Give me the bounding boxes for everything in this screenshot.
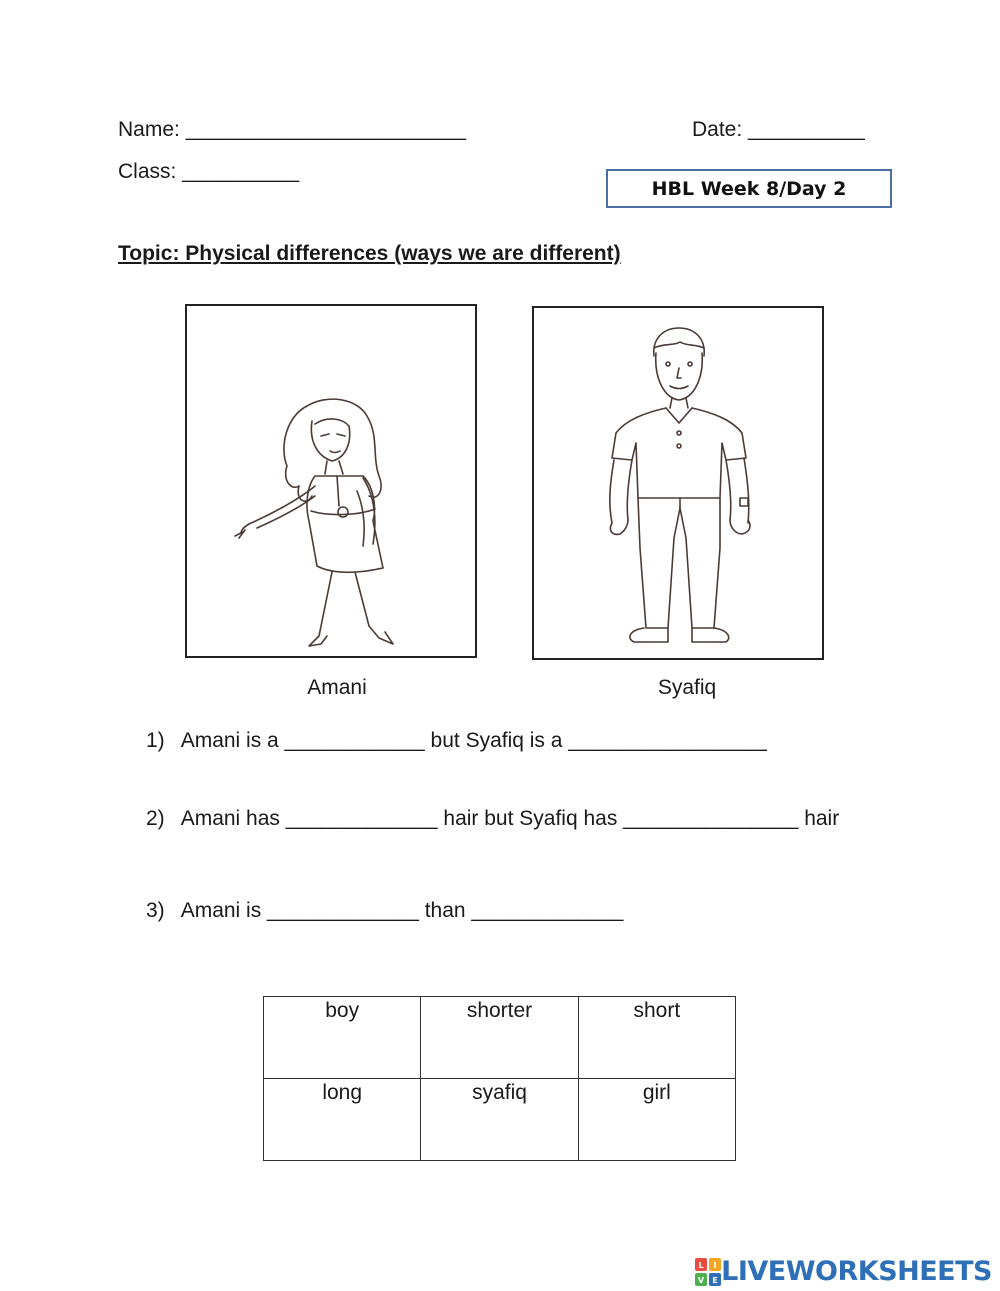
logo-letter: I [713, 1260, 717, 1270]
date-field [692, 118, 865, 142]
question-text[interactable]: Amani has _____________ hair but Syafiq has _______________ hair [180, 807, 840, 830]
question-2[interactable] [146, 807, 839, 831]
liveworksheets-blocks-icon [695, 1258, 721, 1286]
question-1[interactable] [146, 729, 767, 753]
topic-heading: Topic: Physical differences (ways we are different) [118, 242, 621, 265]
name-label: Name: [118, 118, 180, 141]
logo-text: LIVEWORKSHEETS [721, 1256, 992, 1287]
word-cell[interactable]: boy [264, 997, 421, 1079]
word-bank-table [263, 996, 736, 1161]
table-row [264, 997, 736, 1079]
syafiq-caption: Syafiq [657, 676, 717, 699]
syafiq-picture-frame [532, 306, 824, 660]
table-row [264, 1079, 736, 1161]
boy-illustration-icon [534, 308, 822, 658]
name-field [118, 118, 466, 142]
logo-letter: E [712, 1275, 718, 1285]
class-label: Class: [118, 160, 177, 183]
word-cell[interactable]: syafiq [421, 1079, 578, 1161]
amani-caption: Amani [307, 676, 367, 699]
word-cell[interactable]: long [264, 1079, 421, 1161]
word-cell[interactable]: short [578, 997, 735, 1079]
liveworksheets-logo [695, 1256, 992, 1287]
girl-illustration-icon [187, 306, 475, 656]
word-cell[interactable]: girl [578, 1079, 735, 1161]
question-number: 2) [146, 807, 165, 830]
question-number: 3) [146, 899, 165, 922]
question-text[interactable]: Amani is _____________ than _____________ [180, 899, 624, 922]
class-field [118, 160, 299, 184]
question-3[interactable] [146, 899, 623, 923]
class-blank[interactable]: __________ [182, 160, 299, 183]
date-blank[interactable]: __________ [748, 118, 865, 141]
question-number: 1) [146, 729, 165, 752]
word-cell[interactable]: shorter [421, 997, 578, 1079]
question-text[interactable]: Amani is a ____________ but Syafiq is a _________________ [180, 729, 767, 752]
week-day-badge: HBL Week 8/Day 2 [606, 169, 892, 208]
amani-picture-frame [185, 304, 477, 658]
date-label: Date: [692, 118, 743, 141]
logo-letter: V [698, 1275, 705, 1285]
logo-letter: L [698, 1260, 704, 1270]
name-blank[interactable]: ________________________ [185, 118, 467, 141]
